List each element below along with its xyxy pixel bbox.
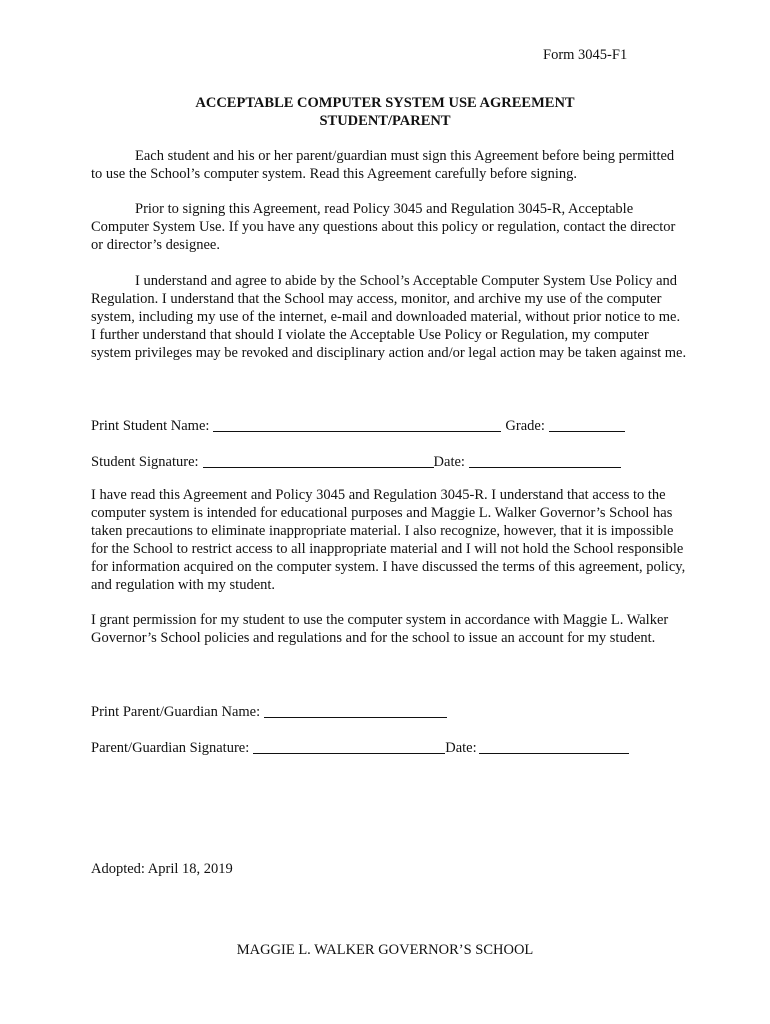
parent-signature-row (91, 737, 629, 757)
grade-label: Grade: (505, 418, 545, 434)
student-date-field[interactable] (469, 453, 621, 468)
document-title (0, 94, 770, 130)
paragraph-signing-requirement: Each student and his or her parent/guardian must sign this Agreement before being permitted to use the School’s computer system. Read this Agreement carefully before signing. (91, 148, 675, 182)
student-name-label: Print Student Name: (91, 418, 210, 434)
parent-name-label: Print Parent/Guardian Name: (91, 704, 261, 720)
title-line-2: STUDENT/PARENT (319, 113, 451, 129)
student-name-field[interactable] (213, 417, 501, 432)
title-line-1: ACCEPTABLE COMPUTER SYSTEM USE AGREEMENT (195, 95, 575, 111)
adopted-date: Adopted: April 18, 2019 (91, 861, 233, 877)
student-date-label: Date: (433, 454, 465, 470)
paragraph-student-agreement: I understand and agree to abide by the School’s Acceptable Computer System Use Policy and Regulation. I understand that the School may access, monitor, and archive my use of the computer system, including my use of the internet, e-mail and downloaded material, without prior notice to me. I further understand that should I violate the Acceptable Use Policy or Regulation, my computer system privileges may be revoked and disciplinary action and/or legal action may be taken against me. (91, 273, 687, 361)
student-signature-row (91, 451, 621, 471)
form-number: Form 3045-F1 (543, 47, 628, 63)
grade-field[interactable] (549, 417, 625, 432)
parent-name-row (91, 701, 447, 721)
student-signature-field[interactable] (203, 453, 434, 468)
parent-name-field[interactable] (264, 703, 447, 718)
paragraph-parent-permission: I grant permission for my student to use the computer system in accordance with Maggie L. Walker Governor’s School policies and regulations and for the school to issue an account for my student. (91, 612, 669, 646)
student-name-row (91, 415, 625, 435)
parent-signature-field[interactable] (253, 739, 445, 754)
paragraph-prior-reading: Prior to signing this Agreement, read Policy 3045 and Regulation 3045-R, Acceptable Computer System Use. If you have any questions about this policy or regulation, contact the director or director’s designee. (91, 201, 676, 253)
parent-date-field[interactable] (479, 739, 629, 754)
parent-date-label: Date: (445, 740, 477, 756)
paragraph-parent-acknowledgement: I have read this Agreement and Policy 3045 and Regulation 3045-R. I understand that access to the computer system is intended for educational purposes and Maggie L. Walker Governor’s School has taken precautions to eliminate inappropriate material. I also recognize, however, that it is impossible for the School to restrict access to all inappropriate material and I will not hold the School responsible for information acquired on the computer system. I have discussed the terms of this agreement, policy, and regulation with my student. (91, 487, 686, 593)
parent-signature-label: Parent/Guardian Signature: (91, 740, 250, 756)
footer-school-name: MAGGIE L. WALKER GOVERNOR’S SCHOOL (236, 942, 534, 958)
student-signature-label: Student Signature: (91, 454, 199, 470)
